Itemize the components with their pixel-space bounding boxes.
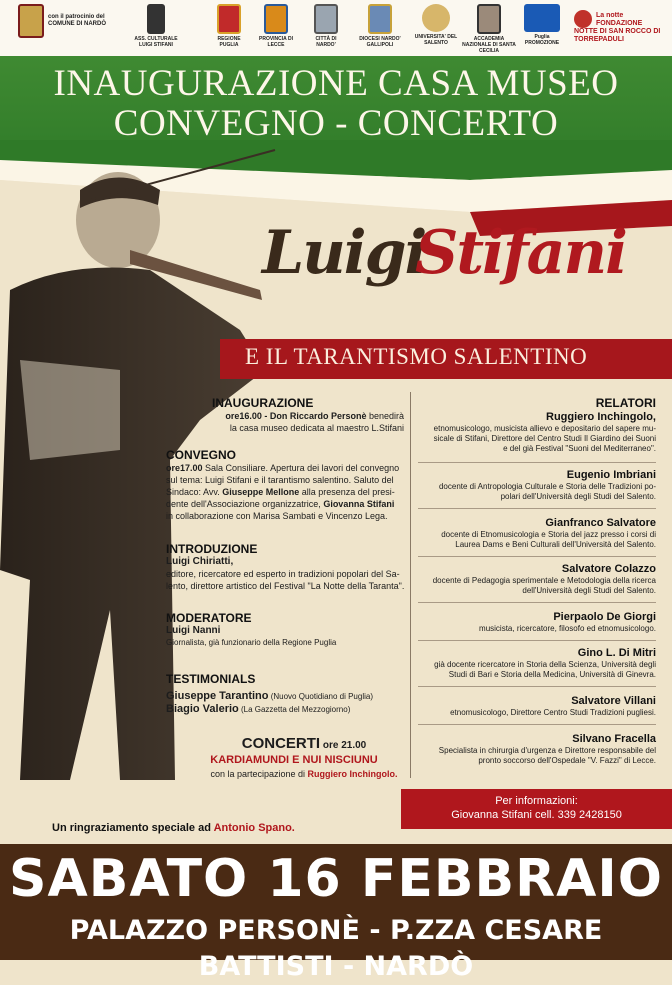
relatori-separator — [418, 556, 656, 557]
poster-title — [0, 64, 672, 144]
relatore-item: Gianfranco Salvatore docente di Etnomusicologia e Storia del jazz presso i corsi di Laurea Dams e Beni Culturali dell'Università del Salento. — [441, 517, 656, 549]
name-first: Luigi — [262, 218, 426, 288]
flower-icon — [574, 10, 592, 28]
inaugurazione-time: ore16.00 - Don Riccardo Personè — [225, 411, 367, 421]
seal-icon — [422, 4, 450, 32]
logo-fondazione-notte-san-rocco: La notte FONDAZIONE NOTTE DI SAN ROCCO DI TORREPADULI — [574, 12, 661, 43]
relatori-separator — [418, 724, 656, 725]
logo-regione-puglia: REGIONE PUGLIA — [212, 4, 246, 48]
title-line-2: CONVEGNO - CONCERTO — [113, 103, 559, 144]
title-line-1: INAUGURAZIONE CASA MUSEO — [53, 63, 619, 104]
relatore-item: Ruggiero Inchingolo, etnomusicologo, musicista allievo e depositario del sapere mu- sicale di Stifani, Direttore del Centro Studi Il Giardino dei Suoni e del già Festival "Suoni del Mediterraneo". — [433, 411, 656, 453]
crest-icon — [477, 4, 501, 34]
logo-accademia-santa-cecilia: ACCADEMIA NAZIONALE DI SANTA CECILIA — [462, 4, 516, 54]
concerti-block: CONCERTI ore 21.00 KARDIAMUNDI E NUI NISCIUNU con la partecipazione di Ruggiero Inchingolo. — [166, 738, 402, 780]
relatori-separator — [418, 602, 656, 603]
concerti-heading: CONCERTI — [241, 735, 321, 752]
crest-icon — [264, 4, 288, 34]
event-date: SABATO 16 FEBBRAIO — [9, 849, 663, 909]
relatori-separator — [418, 462, 656, 463]
moderatore-heading: MODERATORE — [166, 611, 252, 625]
relatori-heading-block — [416, 396, 656, 410]
testimonials-heading: TESTIMONIALS — [166, 672, 256, 686]
testimonials-block: TESTIMONIALS Giuseppe Tarantino (Nuovo Quotidiano di Puglia) Biagio Valerio (La Gazzetta del Mezzogiorno) — [166, 672, 406, 716]
name-last: Stifani — [415, 218, 626, 288]
inaugurazione-heading: INAUGURAZIONE — [212, 396, 314, 410]
puglia-logo-icon — [524, 4, 560, 32]
logo-citta-nardo: CITTÀ DI NARDO' — [306, 4, 346, 48]
shirt-shape — [20, 360, 120, 460]
convegno-heading: CONVEGNO — [166, 448, 237, 462]
relatore-item: Salvatore Villani etnomusicologo, Direttore Centro Studi Tradizioni pugliesi. — [450, 695, 656, 717]
relatore-item: Silvano Fracella Specialista in chirurgia d'urgenza e Direttore responsabile del pronto soccorso dell'Ospedale "V. Fazzi" di Lecce. — [438, 733, 656, 765]
concerti-band: KARDIAMUNDI E NUI NISCIUNU — [210, 754, 378, 766]
crest-icon — [18, 4, 44, 38]
relatore-item: Gino L. Di Mitri già docente ricercatore in Storia della Scienza, Università degli Studi di Bari e Storia della Medicina, Università di Ginevra. — [434, 647, 656, 679]
info-contact: Giovanna Stifani cell. 339 2428150 — [451, 809, 622, 821]
relatori-separator — [418, 508, 656, 509]
subtitle: E IL TARANTISMO SALENTINO — [245, 344, 588, 369]
info-label: Per informazioni: — [495, 795, 578, 807]
crest-icon — [217, 4, 241, 34]
logo-universita-salento: UNIVERSITA' DEL SALENTO — [413, 4, 459, 46]
logo-puglia-promozione: Puglia PROMOZIONE — [522, 4, 562, 46]
convegno-block: CONVEGNO ore17.00 Sala Consiliare. Apertura dei lavori del convegno sul tema: Luigi Stifani e il tarantismo salentino. Saluto del Sindaco: Avv. Giuseppe Mellone alla presenza del presi- dente dell'Associazione organizzatrice, Giovanna Stifani in collaborazione con Marisa Sambati e Vincenzo Lega. — [166, 448, 406, 522]
info-text — [401, 794, 672, 822]
introduzione-heading: INTRODUZIONE — [166, 542, 258, 556]
logo-provincia-lecce: PROVINCIA DI LECCE — [256, 4, 296, 48]
logo-ass-culturale: ASS. CULTURALE LUIGI STIFANI — [128, 4, 184, 48]
violinist-icon — [147, 4, 165, 34]
crest-icon — [314, 4, 338, 34]
event-place: PALAZZO PERSONÈ - P.ZZA CESARE BATTISTI - NARDÒ — [69, 915, 603, 982]
column-divider — [410, 392, 411, 778]
introduzione-block: INTRODUZIONE Luigi Chiriatti, editore, ricercatore ed esperto in tradizioni popolari del Sa- lento, direttore artistico del Festival "La Notte della Taranta". — [166, 542, 410, 592]
thanks-line: Un ringraziamento speciale ad Antonio Spano. — [52, 822, 295, 834]
relatore-item: Salvatore Colazzo docente di Pedagogia sperimentale e Metodologia della ricerca dell'Università degli Studi del Salento. — [432, 563, 656, 595]
relatori-heading: RELATORI — [595, 396, 656, 410]
relatore-item: Eugenio Imbriani docente di Antropologia Culturale e Storia delle Tradizioni po- polari dell'Università degli Studi del Salento. — [438, 469, 656, 501]
mitre-icon — [368, 4, 392, 34]
relatori-separator — [418, 686, 656, 687]
inaugurazione-block: INAUGURAZIONE ore16.00 - Don Riccardo Personè benedirà la casa museo dedicata al maestro L.Stifani — [212, 396, 404, 433]
logo-comune-nardo: con il patrocinio del COMUNE DI NARDÒ — [18, 4, 108, 40]
relatore-item: Pierpaolo De Giorgi musicista, ricercatore, filosofo ed etnomusicologo. — [479, 611, 656, 633]
relatori-separator — [418, 640, 656, 641]
moderatore-block: MODERATORE Luigi Nanni Giornalista, già funzionario della Regione Puglia — [166, 611, 406, 649]
sponsor-logos-bar — [0, 0, 672, 56]
logo-diocesi: DIOCESI NARDO' GALLIPOLI — [354, 4, 406, 48]
